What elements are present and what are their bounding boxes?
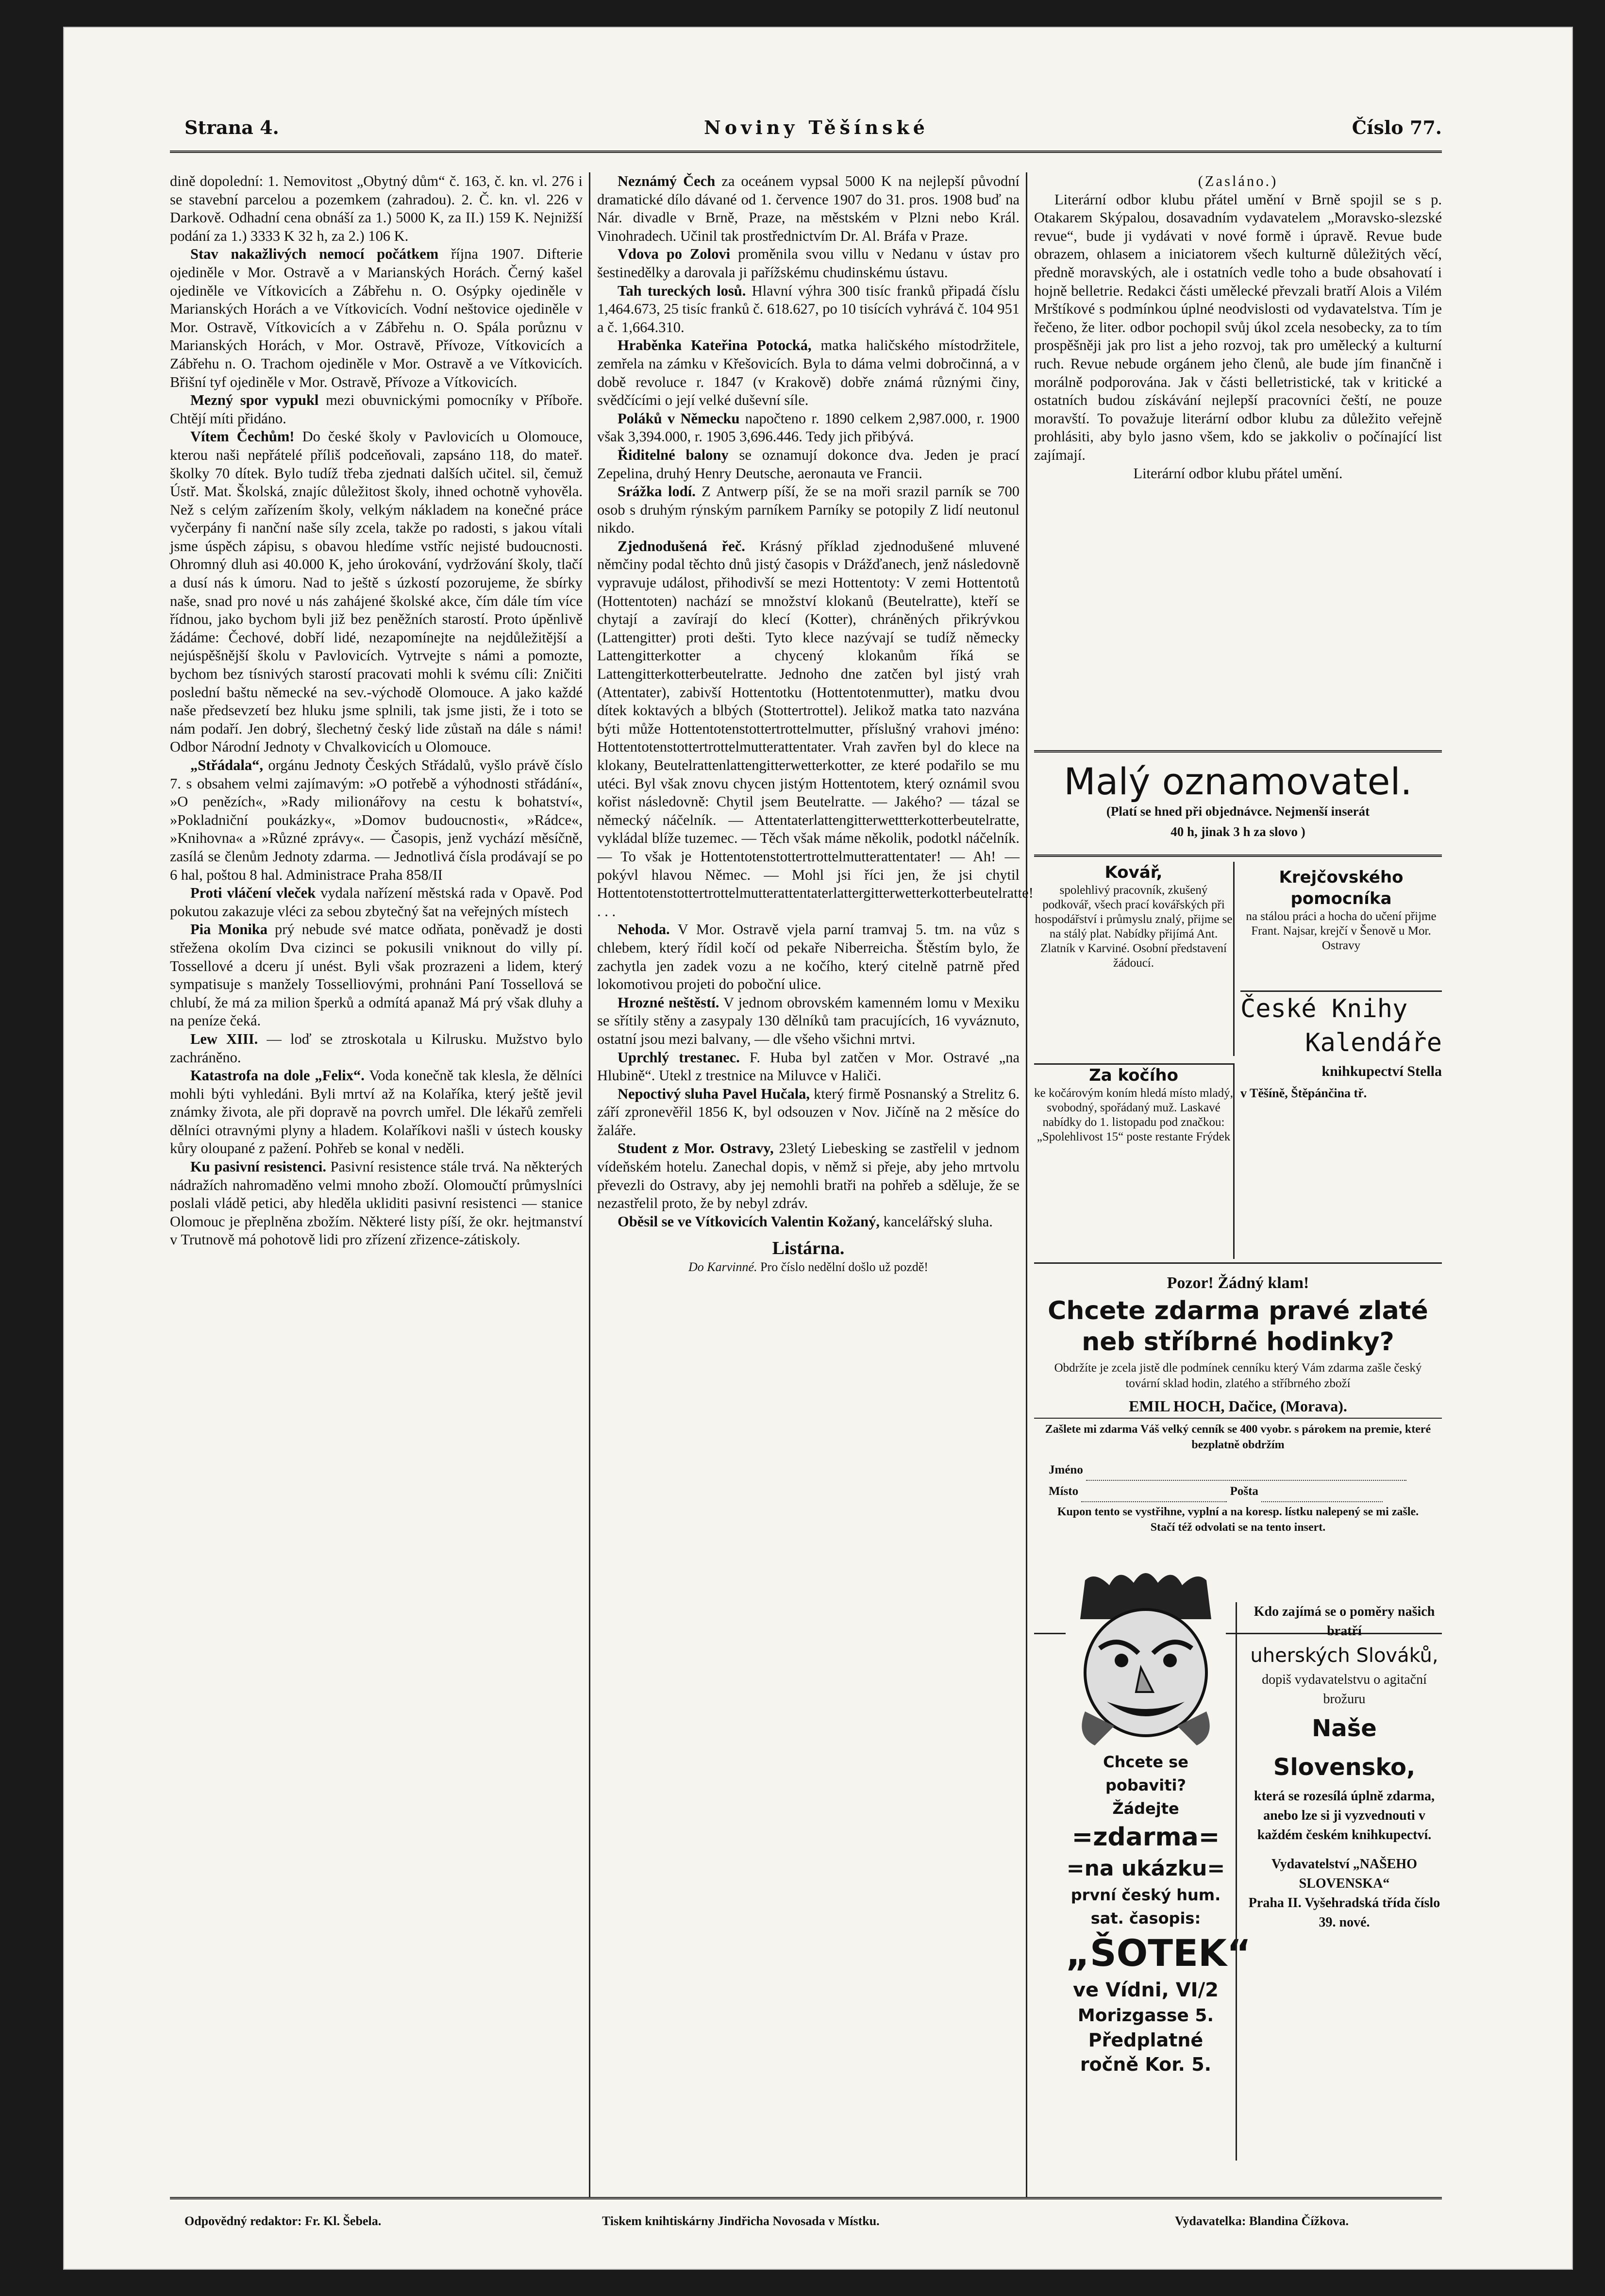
article-lead: Pia Monika (190, 921, 268, 938)
article-lead: Katastrofa na dole „Felix“. (190, 1067, 365, 1084)
article-text: 23letý Liebesking se zastřelil v jednom vídeňském hotelu. Zanechal dopis, v němž si přeje, aby jeho mrtvolu převezli do Ostravy, aby jej nemohli bratři na pohřeb a sděluje, že se nezastřelil proto, že by nebyl zdráv. (597, 1140, 1020, 1212)
slovak-mid: uherských Slováků, (1250, 1644, 1438, 1667)
sotek-l7: „ŠOTEK“ (1066, 1931, 1251, 1975)
ad-kocih-title: Za kočího (1089, 1066, 1178, 1085)
ad-knihy-line4: v Těšíně, Štěpánčina tř. (1240, 1086, 1367, 1100)
column-divider-2 (1026, 172, 1027, 2197)
article (170, 884, 583, 921)
sotek-l11: ročně Kor. 5. (1080, 2054, 1212, 2075)
article-text: orgánu Jednoty Českých Střádalů, vyšlo právě číslo 7. s obsahem velmi zajímavým: »O potřebě a výhodnosti střádání«, »O penězích«, »Rady milionářovy na cestu k bohatství«, »Pokladniční poukázky«, »Domov budoucnosti«, »Rádce«, »Knihovna« a »Různé zprávy«. — Časopis, jenž vychází měsíčně, zasílá se členům Jednoty zdarma. — Jednotlivá čísla prodávají se po 6 hal, poštou 8 hal. Administrace Praha 858/II (170, 757, 583, 883)
sotek-l2: Žádejte (1112, 1799, 1179, 1818)
article-lead: „Střádala“, (190, 757, 263, 773)
zaslano-title: (Zasláno.) (1198, 173, 1278, 189)
listarna-title: Listárna. (772, 1238, 845, 1259)
article-lead: Poláků v Německu (618, 410, 740, 427)
sotek-l6: sat. časopis: (1090, 1909, 1201, 1927)
newspaper-title: Noviny Těšínské (704, 117, 929, 138)
ad-krejci (1240, 867, 1442, 988)
ad-kovar (1034, 862, 1235, 1056)
article (597, 336, 1020, 409)
coupon-name-label: Jméno (1049, 1463, 1083, 1476)
sotek-l4: =na ukázku= (1066, 1856, 1225, 1881)
article (597, 172, 1020, 245)
article-text: kancelářský sluha. (880, 1213, 993, 1230)
column-divider-1 (589, 172, 590, 2197)
ad-hoch-big2: neb stříbrné hodinky? (1082, 1327, 1394, 1357)
classifieds-subtitle (1034, 801, 1442, 842)
column-2-articles (597, 172, 1034, 1231)
article (170, 1030, 583, 1067)
article-text: se oznamují dokonce dva. Jeden je prací Zepelina, druhý Henry Deutsche, aeronauta ve Francii. (597, 446, 1020, 482)
classifieds-sub2: 40 h, jinak 3 h za slovo ) (1170, 824, 1305, 839)
article (597, 483, 1020, 537)
rule-before-classifieds (1034, 750, 1442, 753)
article-lead: Nehoda. (618, 921, 670, 938)
article-text: který firmě Posnanský a Strelitz 6. září zpronevěřil 1856 K, byl odsouzen v Nov. Jičíně na 2 měsíce do žaláře. (597, 1085, 1020, 1139)
article-lead: Uprchlý trestanec. (618, 1049, 740, 1066)
article (597, 446, 1020, 483)
article (597, 1085, 1020, 1140)
ad-hoch-coupon2: Kupon tento se vystřihne, vyplní a na koresp. lístku nalepený se mi zašle. Stačí též odvolati se na tento insert. (1057, 1506, 1419, 1534)
article-text: V jednom obrovském kamenném lomu v Mexiku se sřítily stěny a zasypaly 130 dělníků tam pracujících, 16 vyváznuto, ostatní jsou mezi balvany, — dle všeho všichni mrtvi. (597, 994, 1020, 1047)
ad-kocih (1034, 1063, 1235, 1259)
article-lead: Hrozné neštěstí. (618, 994, 719, 1011)
coupon-post-label: Pošta (1230, 1485, 1258, 1498)
ad-sotek-text (1066, 1750, 1251, 2077)
rule-after-classifieds (1034, 855, 1442, 857)
coupon-name-line (1086, 1468, 1406, 1481)
footer-editor: Odpovědný redaktor: Fr. Kl. Šebela. (184, 2214, 382, 2228)
article-text: Do české školy v Pavlovicích u Olomouce, kterou naši nepřátelé příliš podceňovali, zapsáno 118, do mateř. školky 70 dítek. Bylo tudíž třeba zjednati dalších učitel. sil, čemuž Ústř. Mat. Školská, znajíc důležitost školy, ihned ochotně vyhověla. Než s celým zařízením školy, velkým nákladem na konečné práce vyčerpány fi nanční naše síly zcela, takže po radosti, s jakou vítali jsme úspěch zápisu, s obavou hledíme vstříc nejisté budoucnosti. Ohromný dluh asi 40.000 K, jeho úrokování, vydržování školy, tlačí a dusí nás k úmoru. Nad to ještě s úzkostí pozorujeme, že sbírky naše, snad pro nové u nás zahájené školské akce, čím dále tím více řídnou, jako bychom byli již bez peněžních starostí. Proto úpěnlivě žádáme: Čechové, dobří lidé, nezapomínejte na nejdůležitější a nejúspěšnější školu v Pavlovicích. Vytrvejte s námi a pomozte, bychom bez tísnivých starostí pracovati mohli k svému cíli: Zničiti poslední baštu německé na sev.-východě Olomouce. A jako každé naše předsevzetí bez hluku jsme splnili, tak jsme jisti, že i toto se nám podaří. Jen dobrý, šlechetný český lide zůstaň na dále s námi! Odbor Národní Jednoty v Chvalkovicích u Olomouce. (170, 428, 583, 755)
article (597, 921, 1020, 993)
ad-nase-slovensko (1236, 1602, 1442, 2161)
article-lead: Ku pasivní resistenci. (190, 1158, 327, 1175)
coupon-post-line (1261, 1490, 1383, 1502)
ad-kovar-title: Kovář, (1104, 863, 1163, 882)
ad-hoch-firm: EMIL HOCH, Dačice, (Morava). (1129, 1397, 1347, 1415)
article-text: napočteno r. 1890 celkem 2,987.000, r. 1900 však 3,394.000, r. 1905 3,696.446. Tedy jich přibývá. (597, 410, 1020, 445)
sotek-l5: první český hum. (1070, 1886, 1221, 1904)
sotek-l10: Předplatné (1088, 2029, 1204, 2051)
article-lead: Vítem Čechům! (190, 428, 295, 445)
page-number: Strana 4. (184, 117, 279, 138)
article-lead: Srážka lodí. (618, 483, 696, 500)
column-2 (597, 172, 1034, 2187)
coupon-place-label: Místo (1049, 1485, 1079, 1498)
column-1 (170, 172, 583, 2187)
article-lead: Mezný spor vypukl (190, 392, 319, 409)
article (597, 537, 1034, 921)
ad-hoch-text: Obdržíte je zcela jistě dle podmínek cenníku který Vám zdarma zašle český tovární sklad hodin, zlatého a stříbrného zboží (1054, 1361, 1422, 1390)
article-text: vydala nařízení městská rada v Opavě. Pod pokutou zakazuje vléci za sebou zbytečný šat na veřejných místech (170, 885, 583, 920)
article (170, 391, 583, 428)
article-lead: Oběsil se ve Vítkovicích Valentin Kožaný, (618, 1213, 880, 1230)
sotek-l1: Chcete se pobaviti? (1103, 1753, 1188, 1794)
classifieds-title: Malý oznamovatel. (1064, 760, 1412, 803)
article-text: prý nebude své matce odňata, poněvadž je dosti střežena okolím Dva cizinci se pokusili vniknout do villy pí. Tossellové a dceru jí unést. Byli však prozrazeni a lidem, který sympatisuje s manžely Tosselliovými, prohnáni Paní Tossellová se chlubí, že má za milion šperků a odmítá apanaž Má prý však dluhy a na peníze čeká. (170, 921, 583, 1029)
article-lead: Lew XIII. (190, 1030, 258, 1047)
footer-printer: Tiskem knihtiskárny Jindřicha Novosada v Místku. (602, 2214, 880, 2228)
listarna-place: Do Karvinné. (688, 1260, 757, 1274)
article (597, 1213, 1020, 1231)
coupon-place-row (1049, 1481, 1427, 1502)
article-text: — loď se ztroskotala u Kilrusku. Mužstvo bylo zachráněno. (170, 1030, 583, 1066)
article-lead: Nepoctivý sluha Pavel Hučala, (618, 1085, 810, 1102)
article-lead: Vdova po Zolovi (618, 246, 731, 263)
article-text: proměnila svou villu v Nedanu v ústav pro šestinedělky a darovala ji pařížskému chudinskému ústavu. (597, 246, 1020, 281)
coupon-place-line (1081, 1490, 1227, 1502)
article-text: mezi obuvnickými pomocníky v Příboře. Chtějí míti přidáno. (170, 392, 583, 427)
zaslano-text: Literární odbor klubu přátel umění v Brně spojil se s p. Otakarem Skýpalou, dosavadním vydavatelem „Moravsko-slezské revue“, bude ji vydávati v nové formě i úpravě. Revue bude obrazem, ohlasem a iniciatorem všech kulturně důležitých věcí, předně moravských, ale i ostatních vedle toho a bude obsahovatí i hojně belletrie. Redakci části umělecké převzali bratří Alois a Vilém Mrštíkové s podmínkou úplné neodvislosti od vydavatelstva. Tím je řečeno, že liter. odbor pochopil svůj úkol zcela nesobecky, za to tím prospěšněji jak pro list a jeho rozvoj, tak pro umělecký a kulturní ruch. Revue nebude orgánem jeho členů, ale bude jím finančně i morálně podporována. Jak v části belletristické, tak v kritické a ostatních budou získávání nejlepší pracovníci čeští, ne pouze moravští. To považuje literární odbor klubu za důležito veřejně prohlásiti, aby bylo jasno všem, kdo se jakkoliv o počínající list zajímají. (1034, 191, 1442, 463)
ad-ceske-knihy (1240, 990, 1442, 1176)
article (170, 245, 583, 391)
coupon-name-row (1049, 1459, 1427, 1481)
article-text: matka haličského místodržitele, zemřela na zámku v Křešovicích. Byla to dáma velmi dobročinná, a v době revoluce r. 1847 (v Krakově) dobře známá různými činy, svědčícími o její velké duševní síle. (597, 337, 1020, 409)
ad-hoch-form (1034, 1453, 1442, 1502)
slovak-big: Naše Slovensko, (1273, 1715, 1416, 1781)
article (597, 1140, 1020, 1212)
ad-krejci-title: Krejčovského pomocníka (1279, 868, 1404, 908)
slovak-text1: Kdo zajímá se o poměry našich bratří (1254, 1604, 1435, 1639)
page-header (121, 117, 1442, 146)
article-text: dině dopolední: 1. Nemovitost „Obytný dům“ č. 163, č. kn. vl. 276 i se stavební parcelou a pozemkem (zahradou). 2. Č. kn. vl. 226 v Darkově. Odhadní cena obnáší za 1.) 5000 K, za II.) 159 K. Nejnižší podání za 1.) 3333 K 32 h, za 2.) 106 K. (170, 173, 583, 244)
article-text: Pasivní resistence stále trvá. Na některých nádražích nahromaděno velmi mnoho zboží. Olomoučtí průmyslníci poslali vládě petici, aby hleděla ukliditi pasivní resistenci — stanice Olomouc je přeplněna zbožím. Některé listy píší, že okr. hejtmanství v Trutnově má pohotově lidi pro zřízení zřizence-zátiskoly. (170, 1158, 583, 1248)
article (170, 1158, 583, 1249)
article-lead: Zjednodušená řeč. (618, 537, 745, 554)
ad-hoch-title: Pozor! Žádný klam! (1167, 1274, 1309, 1292)
ad-kovar-text: spolehlivý pracovník, zkušený podkovář, všech prací kovářských při hospodářství i průmyslu znalý, přijme se na stálý plat. Nabídky přijímá Ant. Zlatník v Karviné. Osobní představení žádoucí. (1035, 884, 1233, 970)
article-text: Krásný příklad zjednodušené mluvené němčiny podal těchto dnů jistý časopis v Drážďanech, jenž následovně vypravuje událost, přihodivší se mezi Hottentoty: V zemi Hottentotů (Hottentoten) nachází se množství klokanů (Beutelratte), kteří se chytají a zavírají do klecí (Kotter), chráněných přikrývkou (Lattengitter) proti dešti. Tyto klece nazývají se tudíž německy Lattengitterkotter a chycený klokanům říká se Lattengitterkotterbeutelratte. Jednoho dne zatčen byl jistý vrah (Attentater), zabivší Hottentotku (Hottentotenmutter), matku dvou dítek koktavých a blbých (Stottertrottel). Jelikož matka tato nazvána býti může Hottentotenstottertrottelmutter, příslušný vrahovi jméno: Hottentotenstottertrottelmutterattentater. Vrah zavřen byl do klece na klokany, Beutelrattenlattengitterwetterkotter, ze které podařilo se mu utéci. Byl však znovu chycen jistým Hottentotem, který oznámil svou kořist následovně: Chytil jsem Beutelratte. — Jakého? — tázal se německý náčelník. — Attentaterlattengitterwettterkotterbeutelratte, vykládal blíže tuzemec. — Těch však máme několik, podotkl náčelník. — To však je Hottentotenstottertrottelmutterattentater! — Ah! — pokývl hlavou Němec. — Mohl jsi říci jen, že jsi chytil Hottentotenstottertrottelmutterattentaterlattergitterwetterkotterbeutelratte! . . . (597, 537, 1034, 920)
ad-hoch-coupon1: Zašlete mi zdarma Váš velký cenník se 400 vyobr. s párokem na premie, které bezplatně obdržím (1034, 1418, 1442, 1453)
article (597, 245, 1020, 282)
slovak-addr: Praha II. Vyšehradská třída číslo 39. nové. (1248, 1895, 1440, 1930)
article (170, 1067, 583, 1158)
ad-sotek (1066, 1561, 1251, 2153)
article (170, 921, 583, 1030)
article-text: F. Huba byl zatčen v Mor. Ostravé „na Hlubině“. Utekl z trestnice na Miluvce v Haliči. (597, 1049, 1020, 1084)
article (170, 172, 583, 245)
article-lead: Tah tureckých losů. (618, 282, 746, 299)
ad-hoch-big1: Chcete zdarma pravé zlaté (1048, 1296, 1428, 1325)
article (597, 410, 1020, 446)
classifieds-sub1: (Platí se hned při objednávce. Nejmenší inserát (1106, 804, 1370, 819)
slovak-text3: která se rozesílá úplně zdarma, anebo lze si ji vyzvednouti v každém českém knihkupectví. (1254, 1789, 1435, 1843)
article-text: října 1907. Difterie ojediněle v Mor. Ostravě a v Marianských Horách. Černý kašel ojediněle ve Vítkovicích a Zábřehu n. O. Osýpky ojediněle v Marianských Horách a ve Vítkovicích. Vodní neštovice ojediněle v Mor. Ostravě, Vítkovicích a v Zábřehu n. O. Spála porůznu v Marianských Horách, v Mor. Ostravě, Přívoze, Vítkovicích a Zábřehu n. O. Trachom ojediněle v Mor. Ostravě a ve Vítkovicích. Břišní tyf ojediněle v Mor. Ostravě, Přívoze a Vítkovicích. (170, 246, 583, 390)
article-lead: Student z Mor. Ostravy, (618, 1140, 774, 1157)
article-lead: Řiditelné balony (618, 446, 729, 463)
article-text: za oceánem vypsal 5000 K na nejlepší původní dramatické dílo dávané od 1. července 1907 do 31. pros. 1908 buď na Nár. divadle v Brně, Praze, na městském v Plzni nebo Král. Vinohradech. Učinil tak prostřednictvím Dr. Al. Bráfa v Praze. (597, 173, 1020, 244)
footer-publisher: Vydavatelka: Blandina Čížkova. (1175, 2214, 1349, 2228)
article (170, 756, 583, 884)
article (597, 282, 1020, 337)
zaslano-section (1034, 172, 1442, 483)
slovak-text2: dopiš vydavatelstvu o agitační brožuru (1262, 1672, 1427, 1707)
sotek-l8: ve Vídni, VI/2 (1072, 1979, 1219, 2001)
ad-knihy-line2: Kalendáře (1305, 1028, 1442, 1057)
ad-krejci-text: na stálou práci a hocha do učení přijme Frant. Najsar, krejčí v Šenově u Mor. Ostravy (1246, 910, 1437, 952)
slovak-pub: Vydavatelství „NAŠEHO SLOVENSKA“ (1271, 1857, 1417, 1891)
article-text: Z Antwerp píší, že se na moři srazil parník se 700 osob s druhým rýnským parníkem Parníky se potopily Z lidí neutonul nikdo. (597, 483, 1020, 536)
article-lead: Proti vláčení vleček (190, 885, 316, 902)
article (597, 1049, 1020, 1085)
issue-number: Číslo 77. (1352, 117, 1442, 138)
article-lead: Hraběnka Kateřina Potocká, (618, 337, 812, 354)
zaslano-signature: Literární odbor klubu přátel umění. (1133, 465, 1343, 482)
article-text: Voda konečně tak klesla, že dělníci mohli býti vyhledáni. Byli mrtví až na Kolaříka, který ještě jevil známky života, ale při dopravě na povrch umřel. Dle lékařů zemřeli dělníci otravnými plyny a hladem. Kolaříkovi našli v ústech kousky kůry oloupané z pažení. Pohřeb se konal v neděli. (170, 1067, 583, 1157)
listarna-note (597, 1258, 1020, 1276)
sotek-l9: Morizgasse 5. (1077, 2006, 1214, 2026)
header-rule (170, 151, 1442, 153)
footer-rule (170, 2197, 1442, 2199)
article-text: V Mor. Ostravě vjela parní tramvaj 5. tm. na vůz s chlebem, který řídil kočí od pekaře Niberreicha. Štěstím bylo, že zachytla jen zadek vozu a ne kočího, který citelně patrně před lokomotivou projeti do poboční ulice. (597, 921, 1020, 993)
sotek-l3: =zdarma= (1071, 1823, 1220, 1852)
article (597, 994, 1020, 1049)
article-lead: Stav nakažlivých nemocí počátkem (190, 246, 439, 263)
ad-hoch-body (1034, 1271, 1442, 1537)
listarna-text: Pro číslo nedělní došlo už pozdě! (757, 1260, 928, 1274)
article-text: Hlavní výhra 300 tisíc franků připadá číslu 1,464.673, 25 tisíc franků č. 618.627, po 10 tisících vyhrává č. 104 951 a č. 1,664.310. (597, 282, 1020, 335)
ad-knihy-line3: knihkupectví Stella (1321, 1063, 1442, 1079)
ad-knihy-line1: České Knihy (1240, 994, 1408, 1023)
article (170, 428, 583, 756)
ad-kocih-text: ke kočárovým koním hledá místo mladý, svobodný, spořádaný muž. Laskavé nabídky do 1. listopadu pod značkou: „Spolehlivost 15“ poste restante Frýdek (1034, 1087, 1233, 1143)
article-lead: Neznámý Čech (618, 173, 716, 189)
